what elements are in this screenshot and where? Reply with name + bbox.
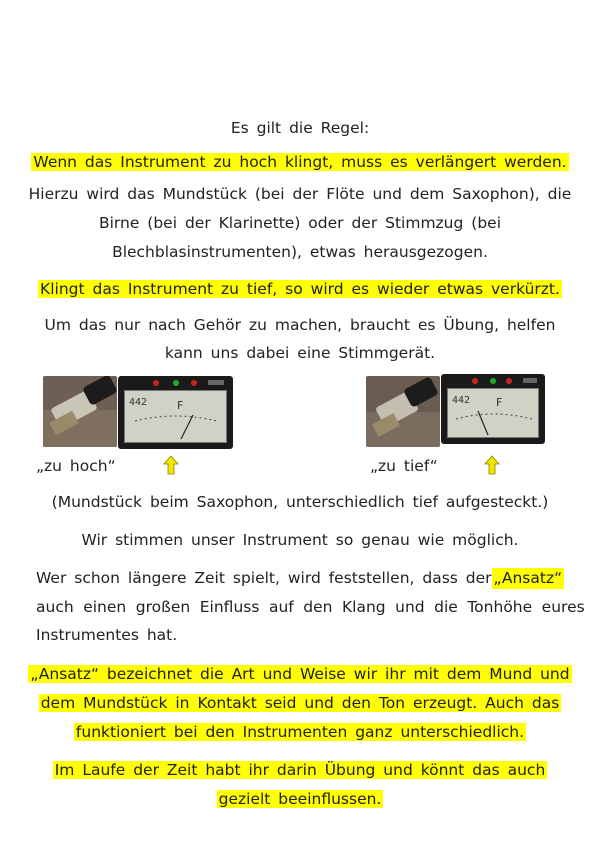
highlight-rule-too-low: Klingt das Instrument zu tief, so wird es wieder etwas verkürzt. <box>40 280 560 298</box>
ansatz-definition-line <box>0 722 600 743</box>
rule-too-high <box>0 152 600 173</box>
tuner-low <box>441 374 545 444</box>
caption-too-low: „zu tief“ <box>370 457 438 475</box>
arrow-up-icon <box>163 455 179 475</box>
highlight-practice: Im Laufe der Zeit habt ihr darin Übung und könnt das auch <box>54 761 546 779</box>
paragraph-line: Instrumentes hat. <box>36 626 178 644</box>
paragraph-line <box>36 568 563 589</box>
highlight-ansatz-definition: dem Mundstück in Kontakt seid und den Ton erzeugt. Auch das <box>40 694 560 712</box>
svg-text:442: 442 <box>129 397 148 408</box>
svg-text:F: F <box>496 396 503 409</box>
tuner-high <box>118 376 233 449</box>
mouthpiece-photo-low <box>366 376 440 447</box>
paragraph-line: Um das nur nach Gehör zu machen, braucht es Übung, helfen <box>44 316 556 334</box>
photo-note: (Mundstück beim Saxophon, unterschiedlich tief aufgesteckt.) <box>51 493 549 511</box>
svg-text:F: F <box>177 399 184 412</box>
highlight-ansatz-definition: „Ansatz“ bezeichnet die Art und Weise wir ihr mit dem Mund und <box>30 665 570 683</box>
highlight-practice: gezielt beeinflussen. <box>218 790 382 808</box>
highlight-ansatz-definition: funktioniert bei den Instrumenten ganz unterschiedlich. <box>75 723 525 741</box>
intro-line: Es gilt die Regel: <box>230 119 370 137</box>
practice-line <box>0 789 600 810</box>
paragraph-line: Hierzu wird das Mundstück (bei der Flöte und dem Saxophon), die <box>28 185 572 203</box>
highlight-rule-too-high: Wenn das Instrument zu hoch klingt, muss es verlängert werden. <box>33 153 567 171</box>
highlight-ansatz: „Ansatz“ <box>493 569 563 587</box>
rule-too-low <box>0 279 600 300</box>
ansatz-definition-line <box>0 693 600 714</box>
paragraph-line: kann uns dabei eine Stimmgerät. <box>164 344 436 362</box>
svg-text:442: 442 <box>452 395 471 406</box>
paragraph-line: Blechblasinstrumenten), etwas herausgezogen. <box>112 243 488 261</box>
paragraph-text: Wer schon längere Zeit spielt, wird feststellen, dass der <box>36 569 492 587</box>
practice-line <box>0 760 600 781</box>
ansatz-definition-line <box>0 664 600 685</box>
paragraph-line: auch einen großen Einfluss auf den Klang und die Tonhöhe eures <box>36 598 585 616</box>
paragraph-line: Wir stimmen unser Instrument so genau wie möglich. <box>81 531 519 549</box>
mouthpiece-photo-high <box>43 376 117 447</box>
arrow-up-icon <box>484 455 500 475</box>
tuner-display <box>124 390 227 443</box>
caption-too-high: „zu hoch“ <box>36 457 116 475</box>
tuner-display <box>447 388 539 438</box>
paragraph-line: Birne (bei der Klarinette) oder der Stimmzug (bei <box>98 214 502 232</box>
